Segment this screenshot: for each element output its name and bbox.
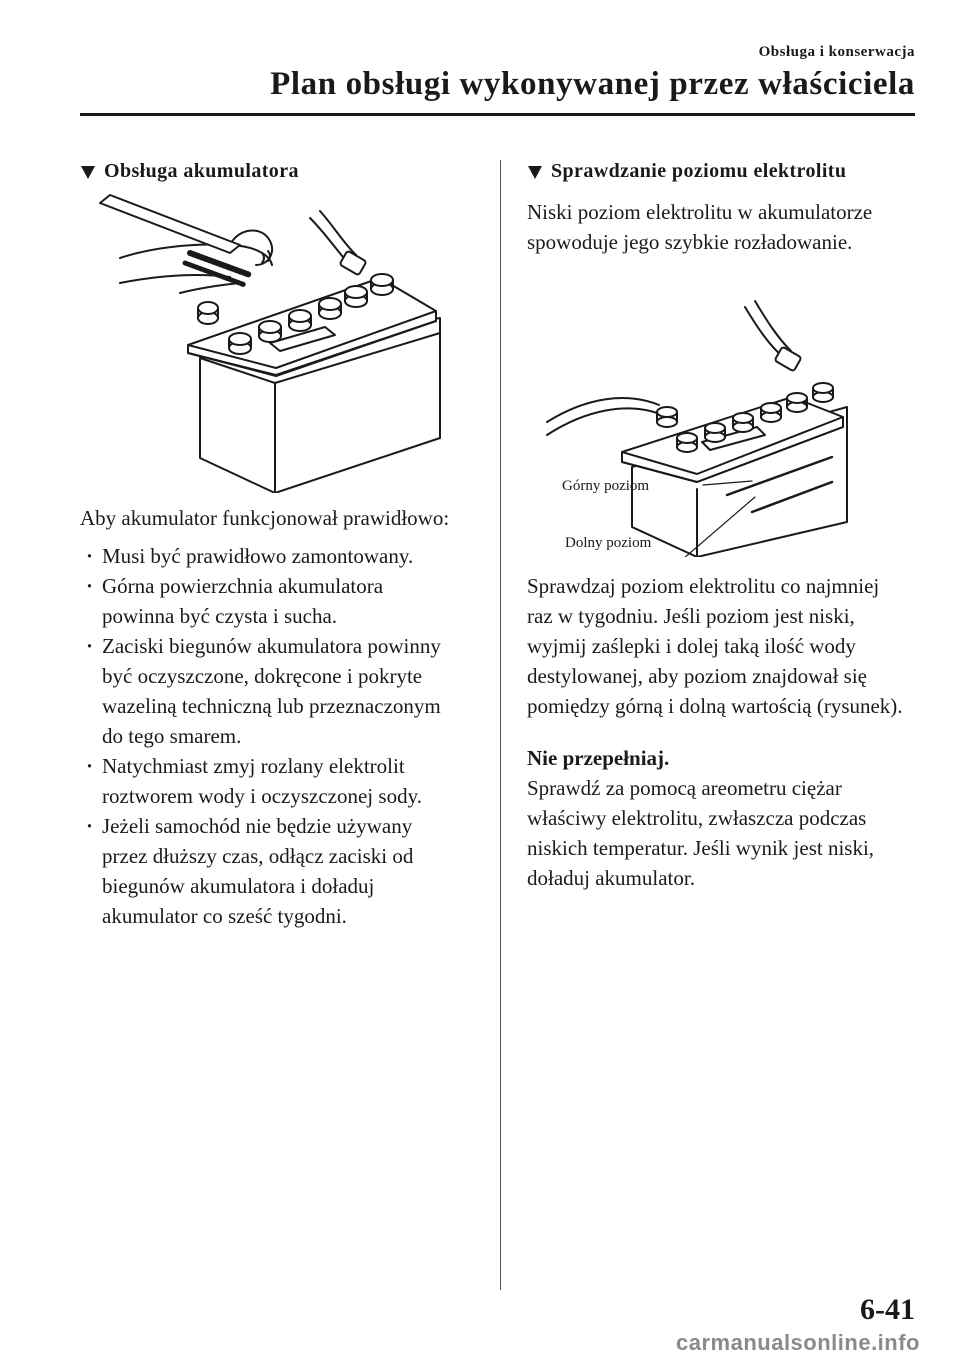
warning-text: Nie przepełniaj. <box>527 746 670 770</box>
page-title: Plan obsługi wykonywanej przez właściciela <box>270 66 915 102</box>
heading-text: Obsługa akumulatora <box>104 160 299 182</box>
battery-maintenance-heading <box>80 160 460 183</box>
check-frequency-text: Sprawdzaj poziom elektrolitu co najmniej raz w tygodniu. Jeśli poziom jest niski, wyjmij zaślepki i dolej taką ilość wody destylowanej, aby poziom znajdował się pomiędzy górną i dolną wartością (rysunek). <box>527 574 903 718</box>
requirements-list <box>80 541 460 931</box>
list-item: · Jeżeli samochód nie będzie używany przez dłuższy czas, odłącz zaciski od biegunów akumulatora i doładuj akumulator co sześć tygodni. <box>80 811 460 931</box>
list-item: · Natychmiast zmyj rozlany elektrolit roztworem wody i oczyszczonej sody. <box>80 751 460 811</box>
electrolyte-level-heading <box>527 160 907 183</box>
header-rule <box>80 113 915 116</box>
list-item: · Górna powierzchnia akumulatora powinna być czysta i sucha. <box>80 571 460 631</box>
list-item: · Musi być prawidłowo zamontowany. <box>80 541 460 571</box>
lower-level-label: Dolny poziom <box>565 535 652 551</box>
heading-text: Sprawdzanie poziomu elektrolitu <box>551 160 847 182</box>
section-label: Obsługa i konserwacja <box>758 44 915 60</box>
battery-cleaning-illustration <box>80 193 460 493</box>
list-item: · Zaciski biegunów akumulatora powinny być oczyszczone, dokręcone i pokryte wazeliną techniczną lub przeznaczonym do tego smarem. <box>80 631 460 751</box>
right-column <box>527 160 907 893</box>
triangle-marker-icon <box>80 164 96 180</box>
upper-level-label: Górny poziom <box>562 478 650 494</box>
page-number: 6-41 <box>860 1293 915 1326</box>
electrolyte-level-illustration <box>527 257 907 557</box>
column-divider <box>500 160 501 1290</box>
left-column <box>80 160 460 931</box>
hydrometer-text: Sprawdź za pomocą areometru ciężar właściwy elektrolitu, zwłaszcza podczas niskich temperatur. Jeśli wynik jest niski, doładuj akumulator. <box>527 776 875 890</box>
low-level-text: Niski poziom elektrolitu w akumulatorze spowoduje jego szybkie rozładowanie. <box>527 200 873 254</box>
watermark: carmanualsonline.info <box>676 1330 920 1355</box>
triangle-marker-icon <box>527 164 543 180</box>
intro-text: Aby akumulator funkcjonował prawidłowo: <box>80 506 450 530</box>
